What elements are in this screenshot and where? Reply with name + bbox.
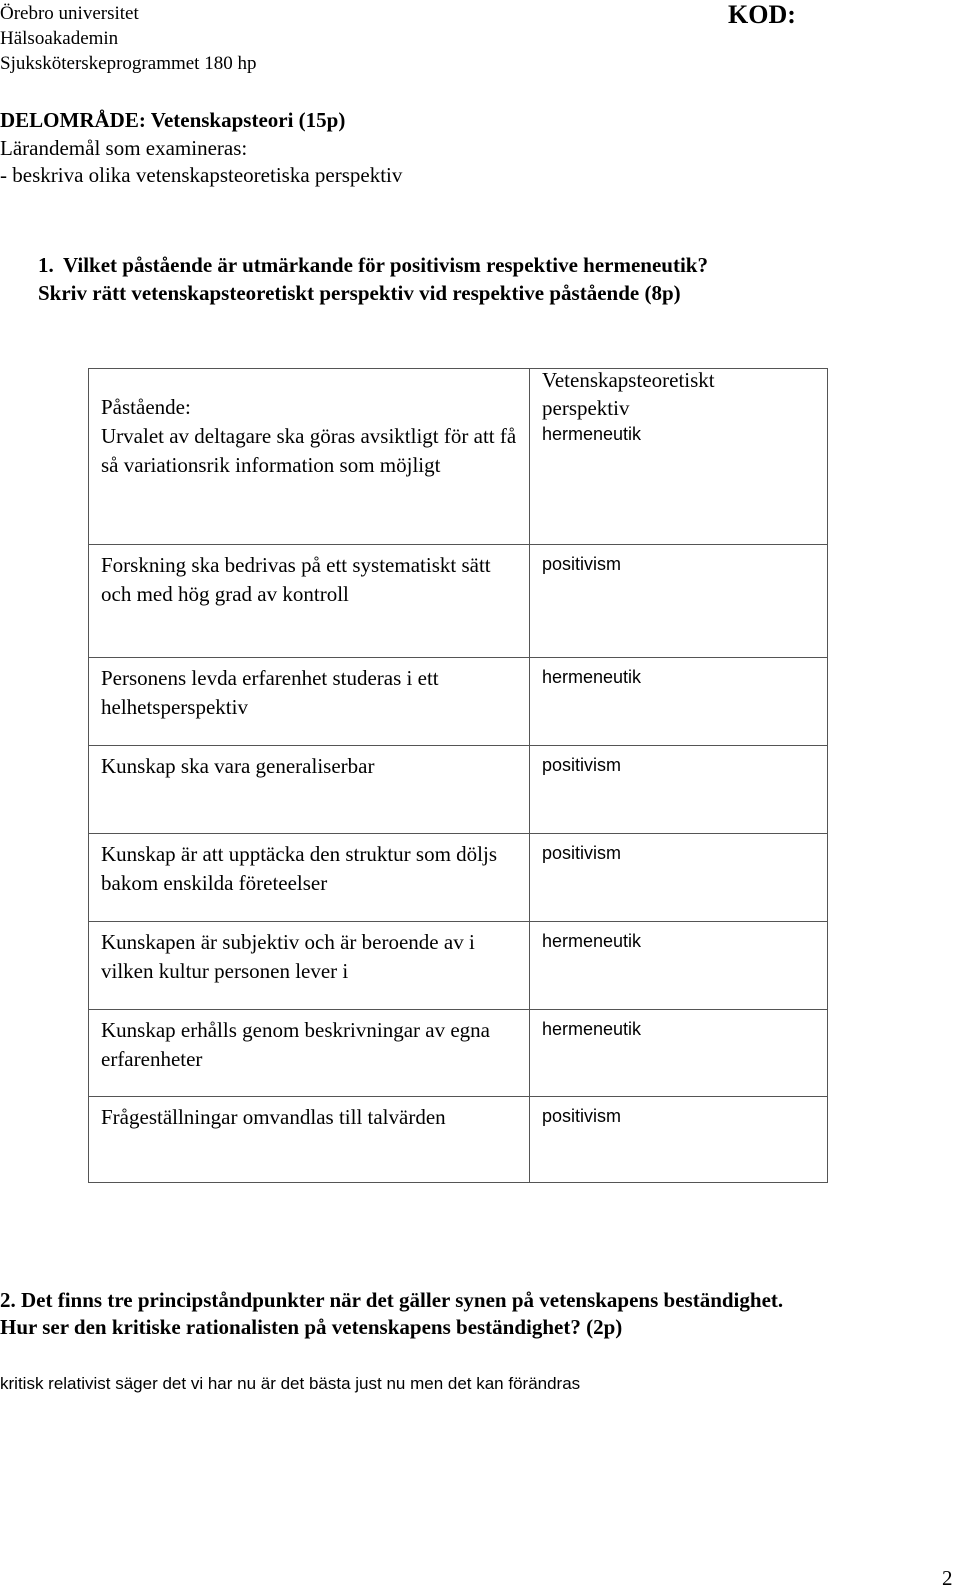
statement-text: Frågeställningar omvandlas till talvärden bbox=[101, 1105, 446, 1129]
table-row bbox=[89, 1010, 828, 1097]
question2-instruction: Hur ser den kritiske rationalisten på vetenskapens beständighet? (2p) bbox=[0, 1315, 623, 1339]
answer-text: positivism bbox=[542, 1106, 622, 1126]
statement-text: Urvalet av deltagare ska göras avsiktligt för att få så variationsrik information som möjligt bbox=[101, 424, 517, 477]
answer-text: positivism bbox=[542, 843, 622, 863]
statement-cell bbox=[89, 834, 530, 922]
statement-cell bbox=[89, 1010, 530, 1097]
answer-text: hermeneutik bbox=[542, 667, 642, 687]
question2-text: 2. Det finns tre principståndpunkter när det gäller synen på vetenskapens beständighet. bbox=[0, 1288, 784, 1312]
code-label: KOD: bbox=[728, 0, 796, 29]
answer-cell[interactable] bbox=[530, 746, 828, 834]
statement-cell bbox=[89, 922, 530, 1010]
table-row bbox=[89, 834, 828, 922]
program-name: Sjuksköterskeprogrammet 180 hp bbox=[0, 53, 257, 74]
perspective-column-header-line2: perspektiv bbox=[542, 396, 630, 420]
statement-column-header: Påstående: bbox=[101, 395, 191, 419]
answer-cell[interactable] bbox=[530, 658, 828, 746]
learning-goal: - beskriva olika vetenskapsteoretiska perspektiv bbox=[0, 163, 403, 187]
statement-text: Kunskap är att upptäcka den struktur som döljs bakom enskilda företeelser bbox=[101, 842, 498, 895]
table-row bbox=[89, 922, 828, 1010]
academy-name: Hälsoakademin bbox=[0, 28, 119, 49]
statement-cell bbox=[89, 369, 530, 545]
statement-text: Personens levda erfarenhet studeras i ett helhetsperspektiv bbox=[101, 666, 439, 719]
statement-cell bbox=[89, 746, 530, 834]
page-number: 2 bbox=[942, 1566, 953, 1590]
table-row bbox=[89, 545, 828, 658]
answer-cell[interactable] bbox=[530, 1097, 828, 1183]
statement-cell bbox=[89, 658, 530, 746]
answer-cell[interactable] bbox=[530, 922, 828, 1010]
university-name: Örebro universitet bbox=[0, 3, 139, 24]
answer-cell[interactable] bbox=[530, 834, 828, 922]
answer-cell[interactable] bbox=[530, 1010, 828, 1097]
answer-text: positivism bbox=[542, 554, 622, 574]
question1-text: Vilket påstående är utmärkande för positivism respektive hermeneutik? bbox=[63, 253, 708, 277]
table-row bbox=[89, 746, 828, 834]
answer-text: hermeneutik bbox=[542, 931, 642, 951]
answer-cell[interactable] bbox=[530, 545, 828, 658]
answer-text: positivism bbox=[542, 755, 622, 775]
table-row bbox=[89, 658, 828, 746]
statement-text: Kunskapen är subjektiv och är beroende av i vilken kultur personen lever i bbox=[101, 930, 475, 983]
statement-text: Kunskap ska vara generaliserbar bbox=[101, 754, 375, 778]
statement-cell bbox=[89, 1097, 530, 1183]
section-title: DELOMRÅDE: Vetenskapsteori (15p) bbox=[0, 108, 346, 132]
perspective-column-header-line1: Vetenskapsteoretiskt bbox=[542, 368, 715, 392]
answer-text: hermeneutik bbox=[542, 1019, 642, 1039]
question1-number: 1. bbox=[38, 253, 54, 277]
answer-cell[interactable] bbox=[530, 369, 828, 545]
statement-text: Kunskap erhålls genom beskrivningar av egna erfarenheter bbox=[101, 1018, 490, 1071]
answer-text: hermeneutik bbox=[542, 424, 642, 444]
table-row bbox=[89, 1097, 828, 1183]
answer-table bbox=[88, 368, 828, 1183]
statement-cell bbox=[89, 545, 530, 658]
statement-text: Forskning ska bedrivas på ett systematiskt sätt och med hög grad av kontroll bbox=[101, 553, 491, 606]
section-subtitle: Lärandemål som examineras: bbox=[0, 136, 248, 160]
question2-answer[interactable]: kritisk relativist säger det vi har nu är det bästa just nu men det kan förändras bbox=[0, 1374, 581, 1393]
question1-instruction: Skriv rätt vetenskapsteoretiskt perspektiv vid respektive påstående (8p) bbox=[38, 281, 681, 305]
table-row bbox=[89, 369, 828, 545]
